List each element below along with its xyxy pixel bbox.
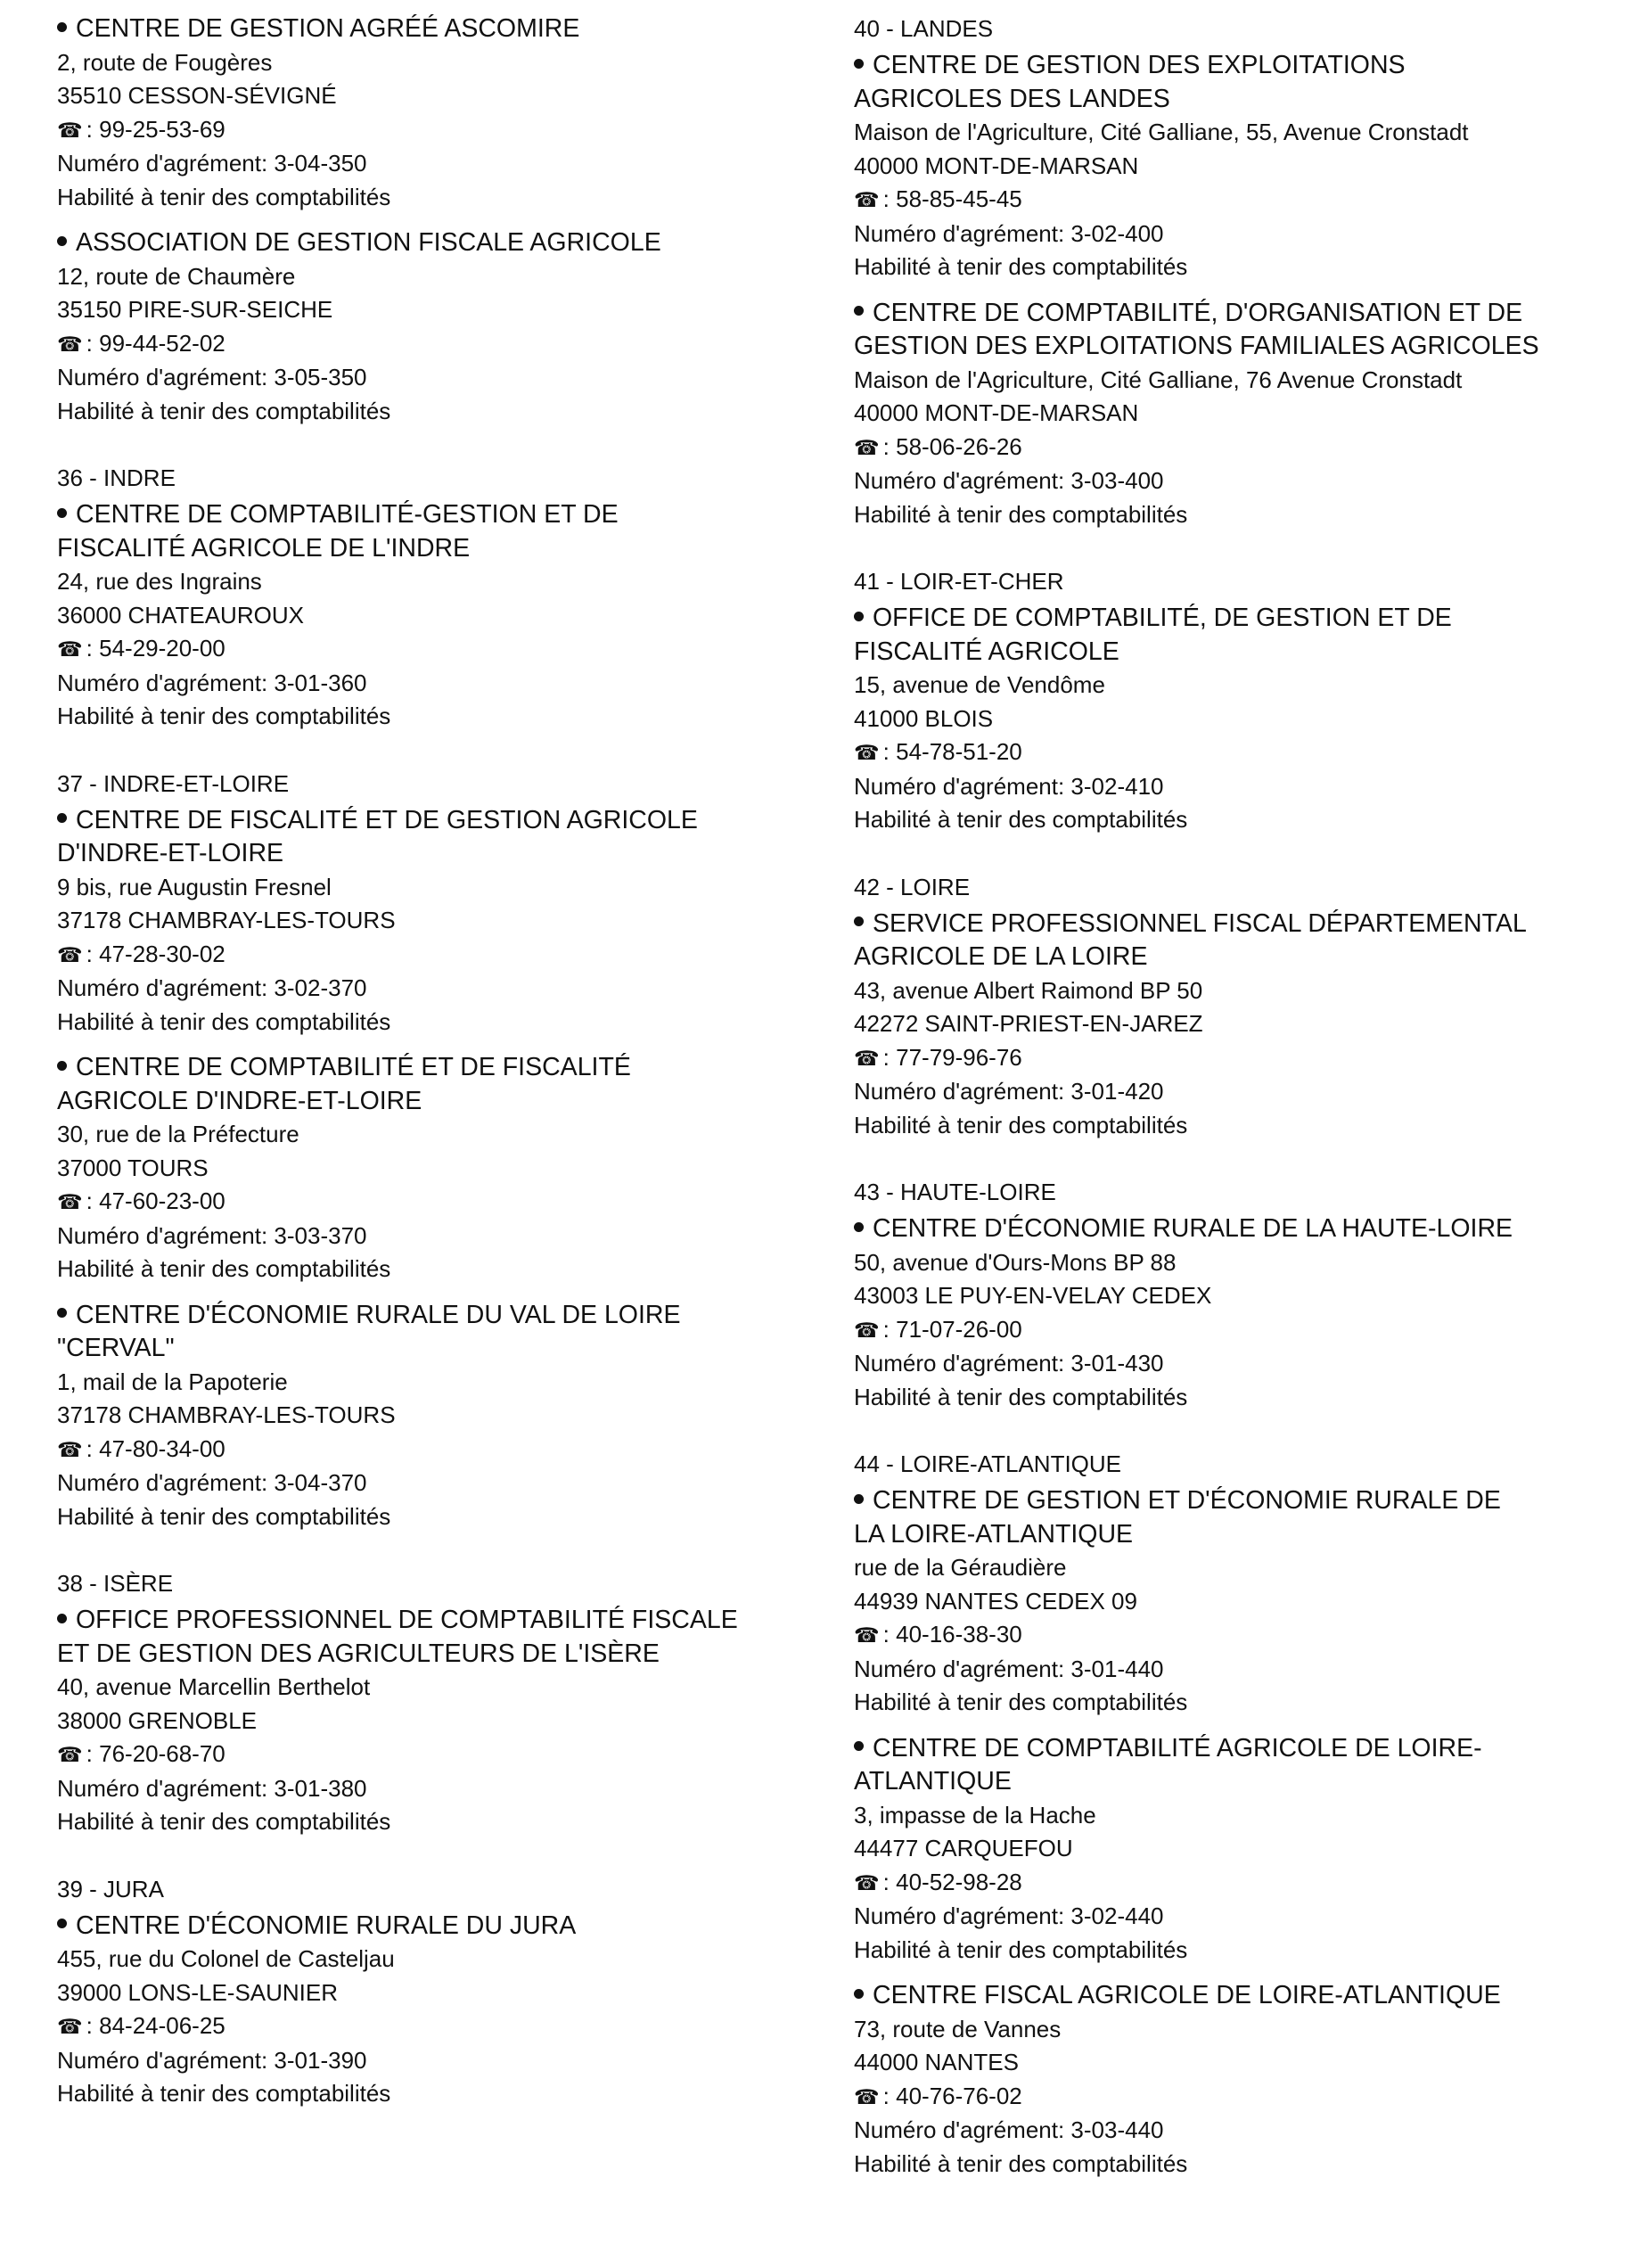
phone-line bbox=[57, 2009, 841, 2044]
phone-number: 40-76-76-02 bbox=[896, 2082, 1022, 2109]
org-name-line bbox=[57, 1051, 841, 1085]
habilitation-note: Habilité à tenir des comptabilités bbox=[854, 1689, 1188, 1715]
habilitation-note: Habilité à tenir des comptabilités bbox=[854, 2149, 1188, 2177]
section bbox=[57, 12, 841, 428]
address-line: 40000 MONT-DE-MARSAN bbox=[854, 399, 1139, 426]
phone-number: 40-52-98-28 bbox=[896, 1868, 1022, 1895]
phone-line bbox=[854, 2080, 1638, 2115]
org-name-text: CENTRE DE COMPTABILITÉ ET DE FISCALITÉ bbox=[76, 1053, 631, 1081]
bullet-icon bbox=[57, 236, 67, 246]
address-line: 39000 LONS-LE-SAUNIER bbox=[57, 1978, 339, 2006]
section-title: 37 - INDRE-ET-LOIRE bbox=[57, 769, 290, 797]
center-entry bbox=[57, 226, 841, 428]
habilitation-note: Habilité à tenir des comptabilités bbox=[57, 1502, 391, 1530]
phone-line bbox=[854, 1041, 1638, 1076]
habilitation-note: Habilité à tenir des comptabilités bbox=[854, 500, 1188, 528]
phone-number: 47-60-23-00 bbox=[99, 1187, 226, 1214]
phone-separator: : bbox=[882, 185, 897, 212]
bullet-icon bbox=[57, 508, 67, 518]
section-title: 43 - HAUTE-LOIRE bbox=[854, 1179, 1056, 1205]
address-line: 2, route de Fougères bbox=[57, 48, 273, 76]
agrement-number: Numéro d'agrément: 3-04-370 bbox=[57, 1469, 367, 1496]
org-name-text: LA LOIRE-ATLANTIQUE bbox=[854, 1519, 1134, 1549]
org-name-text: CENTRE DE GESTION DES EXPLOITATIONS bbox=[873, 51, 1406, 79]
center-entry bbox=[57, 1299, 841, 1534]
section bbox=[854, 1176, 1638, 1414]
phone-separator: : bbox=[882, 738, 897, 765]
address-line: 44939 NANTES CEDEX 09 bbox=[854, 1587, 1137, 1615]
bullet-icon bbox=[57, 813, 67, 823]
org-name-line bbox=[854, 297, 1638, 331]
agrement-number: Numéro d'agrément: 3-01-380 bbox=[57, 1774, 367, 1802]
telephone-icon: ☎ bbox=[57, 118, 83, 142]
phone-number: 47-28-30-02 bbox=[99, 940, 226, 967]
agrement-number: Numéro d'agrément: 3-02-410 bbox=[854, 772, 1164, 800]
agrement-number: Numéro d'agrément: 3-02-370 bbox=[57, 974, 367, 1001]
section-title: 41 - LOIR-ET-CHER bbox=[854, 568, 1064, 595]
agrement-number: Numéro d'agrément: 3-01-360 bbox=[57, 669, 367, 696]
telephone-icon: ☎ bbox=[57, 637, 83, 661]
agrement-number: Numéro d'agrément: 3-02-400 bbox=[854, 219, 1164, 247]
phone-separator: : bbox=[86, 329, 100, 357]
center-entry bbox=[854, 908, 1638, 1143]
telephone-icon: ☎ bbox=[57, 1437, 83, 1461]
bullet-icon bbox=[854, 306, 864, 316]
address-line: 40000 MONT-DE-MARSAN bbox=[854, 152, 1139, 179]
org-name-line bbox=[57, 1910, 841, 1943]
phone-line bbox=[57, 113, 841, 148]
phone-line bbox=[854, 1313, 1638, 1348]
address-line: Maison de l'Agriculture, Cité Galliane, 76 Avenue Cronstadt bbox=[854, 366, 1463, 393]
org-name-text: FISCALITÉ AGRICOLE bbox=[854, 637, 1119, 666]
address-line: 37000 TOURS bbox=[57, 1154, 209, 1181]
address-line: 73, route de Vannes bbox=[854, 2015, 1062, 2042]
org-name-line bbox=[854, 330, 1638, 364]
org-name-text: CENTRE D'ÉCONOMIE RURALE DU VAL DE LOIRE bbox=[76, 1300, 681, 1329]
org-name-line bbox=[57, 12, 841, 46]
org-name-line bbox=[854, 941, 1638, 974]
phone-line bbox=[854, 183, 1638, 218]
center-entry bbox=[57, 1604, 841, 1839]
telephone-icon: ☎ bbox=[57, 332, 83, 356]
habilitation-note: Habilité à tenir des comptabilités bbox=[57, 1808, 391, 1835]
org-name-line bbox=[854, 1212, 1638, 1246]
phone-separator: : bbox=[882, 1043, 897, 1071]
habilitation-note: Habilité à tenir des comptabilités bbox=[57, 1255, 391, 1282]
org-name-line bbox=[57, 1085, 841, 1119]
agrement-number: Numéro d'agrément: 3-03-400 bbox=[854, 467, 1164, 494]
section bbox=[854, 565, 1638, 837]
org-name-text: CENTRE DE COMPTABILITÉ AGRICOLE DE LOIRE- bbox=[873, 1733, 1482, 1763]
phone-separator: : bbox=[86, 1740, 100, 1767]
habilitation-note: Habilité à tenir des comptabilités bbox=[854, 1935, 1188, 1963]
phone-separator: : bbox=[86, 2012, 100, 2039]
address-line: 15, avenue de Vendôme bbox=[854, 671, 1105, 698]
center-entry bbox=[57, 804, 841, 1040]
org-name-text: CENTRE DE GESTION AGRÉÉ ASCOMIRE bbox=[76, 14, 580, 43]
habilitation-note: Habilité à tenir des comptabilités bbox=[854, 253, 1188, 280]
center-entry bbox=[854, 602, 1638, 837]
center-entry bbox=[854, 297, 1638, 532]
telephone-icon: ☎ bbox=[57, 1743, 83, 1766]
phone-line bbox=[57, 632, 841, 667]
org-name-line bbox=[854, 602, 1638, 636]
phone-line bbox=[854, 735, 1638, 770]
phone-number: 77-79-96-76 bbox=[896, 1043, 1022, 1071]
address-line: 24, rue des Ingrains bbox=[57, 568, 262, 595]
phone-number: 99-25-53-69 bbox=[99, 115, 226, 143]
phone-number: 76-20-68-70 bbox=[99, 1740, 226, 1767]
phone-separator: : bbox=[86, 635, 100, 662]
address-line: 42272 SAINT-PRIEST-EN-JAREZ bbox=[854, 1010, 1203, 1037]
telephone-icon: ☎ bbox=[854, 2084, 880, 2108]
section-title: 38 - ISÈRE bbox=[57, 1570, 174, 1597]
telephone-icon: ☎ bbox=[854, 1318, 880, 1342]
address-line: 12, route de Chaumère bbox=[57, 262, 296, 290]
address-line: 41000 BLOIS bbox=[854, 704, 994, 732]
org-name-text: GESTION DES EXPLOITATIONS FAMILIALES AGRICOLES bbox=[854, 332, 1539, 360]
org-name-line bbox=[854, 49, 1638, 83]
org-name-line bbox=[57, 1332, 841, 1366]
telephone-icon: ☎ bbox=[854, 188, 880, 211]
org-name-line bbox=[57, 837, 841, 871]
address-line: 9 bis, rue Augustin Fresnel bbox=[57, 873, 332, 900]
bullet-icon bbox=[854, 1222, 864, 1232]
org-name-text: CENTRE D'ÉCONOMIE RURALE DE LA HAUTE-LOIRE bbox=[873, 1214, 1513, 1243]
agrement-number: Numéro d'agrément: 3-03-440 bbox=[854, 2116, 1164, 2143]
section bbox=[57, 1567, 841, 1839]
habilitation-note: Habilité à tenir des comptabilités bbox=[854, 1383, 1188, 1410]
agrement-number: Numéro d'agrément: 3-05-350 bbox=[57, 364, 367, 390]
section-title: 39 - JURA bbox=[57, 1875, 164, 1902]
habilitation-note: Habilité à tenir des comptabilités bbox=[854, 1111, 1188, 1138]
agrement-number: Numéro d'agrément: 3-04-350 bbox=[57, 150, 367, 177]
phone-separator: : bbox=[86, 115, 100, 143]
org-name-line bbox=[854, 1484, 1638, 1518]
phone-separator: : bbox=[882, 1868, 897, 1895]
phone-line bbox=[57, 1185, 841, 1220]
bullet-icon bbox=[854, 1494, 864, 1504]
telephone-icon: ☎ bbox=[854, 435, 880, 459]
org-name-line bbox=[854, 636, 1638, 670]
section-title: 36 - INDRE bbox=[57, 464, 176, 491]
section bbox=[854, 871, 1638, 1143]
org-name-line bbox=[57, 1604, 841, 1638]
phone-line bbox=[57, 938, 841, 973]
habilitation-note: Habilité à tenir des comptabilités bbox=[57, 2080, 391, 2107]
address-line: 36000 CHATEAUROUX bbox=[57, 601, 304, 629]
org-name-line bbox=[57, 498, 841, 532]
bullet-icon bbox=[57, 1919, 67, 1928]
bullet-icon bbox=[854, 1989, 864, 1999]
center-entry bbox=[854, 1212, 1638, 1414]
center-entry bbox=[854, 1484, 1638, 1720]
left-column bbox=[57, 12, 841, 2111]
phone-separator: : bbox=[86, 940, 100, 967]
address-line: Maison de l'Agriculture, Cité Galliane, 55, Avenue Cronstadt bbox=[854, 119, 1469, 145]
org-name-line bbox=[854, 908, 1638, 941]
agrement-number: Numéro d'agrément: 3-01-420 bbox=[854, 1078, 1164, 1105]
phone-line bbox=[57, 1433, 841, 1467]
section bbox=[57, 768, 841, 1534]
section-title: 44 - LOIRE-ATLANTIQUE bbox=[854, 1450, 1122, 1477]
address-line: 43, avenue Albert Raimond BP 50 bbox=[854, 976, 1203, 1004]
org-name-text: D'INDRE-ET-LOIRE bbox=[57, 839, 284, 867]
address-line: 455, rue du Colonel de Casteljau bbox=[57, 1945, 395, 1972]
phone-number: 54-29-20-00 bbox=[99, 635, 226, 662]
telephone-icon: ☎ bbox=[854, 741, 880, 764]
habilitation-note: Habilité à tenir des comptabilités bbox=[57, 703, 391, 729]
phone-separator: : bbox=[882, 432, 897, 460]
habilitation-note: Habilité à tenir des comptabilités bbox=[57, 397, 391, 424]
bullet-icon bbox=[57, 1308, 67, 1318]
org-name-line bbox=[57, 1299, 841, 1333]
address-line: 44000 NANTES bbox=[854, 2049, 1019, 2075]
phone-line bbox=[854, 1866, 1638, 1901]
center-entry bbox=[854, 49, 1638, 284]
org-name-text: CENTRE FISCAL AGRICOLE DE LOIRE-ATLANTIQUE bbox=[873, 1981, 1501, 2009]
address-line: 44477 CARQUEFOU bbox=[854, 1835, 1073, 1861]
habilitation-note: Habilité à tenir des comptabilités bbox=[854, 806, 1188, 833]
center-entry bbox=[854, 1979, 1638, 2181]
phone-number: 71-07-26-00 bbox=[896, 1315, 1022, 1343]
phone-separator: : bbox=[86, 1187, 100, 1214]
center-entry bbox=[57, 1910, 841, 2111]
right-column bbox=[854, 12, 1638, 2181]
phone-separator: : bbox=[882, 2082, 897, 2109]
phone-number: 58-06-26-26 bbox=[896, 432, 1022, 460]
org-name-text: OFFICE DE COMPTABILITÉ, DE GESTION ET DE bbox=[873, 604, 1452, 632]
telephone-icon: ☎ bbox=[854, 1046, 880, 1070]
address-line: 40, avenue Marcellin Berthelot bbox=[57, 1673, 371, 1700]
phone-line bbox=[57, 327, 841, 362]
phone-number: 54-78-51-20 bbox=[896, 738, 1022, 765]
org-name-line bbox=[854, 83, 1638, 117]
agrement-number: Numéro d'agrément: 3-01-440 bbox=[854, 1655, 1164, 1682]
telephone-icon: ☎ bbox=[854, 1870, 880, 1894]
org-name-text: ASSOCIATION DE GESTION FISCALE AGRICOLE bbox=[76, 228, 661, 257]
center-entry bbox=[57, 1051, 841, 1286]
agrement-number: Numéro d'agrément: 3-03-370 bbox=[57, 1221, 367, 1249]
bullet-icon bbox=[57, 1614, 67, 1623]
section-title: 40 - LANDES bbox=[854, 15, 994, 42]
section bbox=[854, 12, 1638, 531]
center-entry bbox=[854, 1732, 1638, 1968]
phone-number: 40-16-38-30 bbox=[896, 1621, 1022, 1648]
org-name-text: ATLANTIQUE bbox=[854, 1767, 1012, 1796]
habilitation-note: Habilité à tenir des comptabilités bbox=[57, 1007, 391, 1035]
telephone-icon: ☎ bbox=[57, 942, 83, 966]
org-name-text: CENTRE DE COMPTABILITÉ, D'ORGANISATION ET DE bbox=[873, 298, 1523, 327]
org-name-line bbox=[854, 1979, 1638, 2013]
section bbox=[854, 1448, 1638, 2181]
phone-number: 58-85-45-45 bbox=[896, 185, 1022, 212]
org-name-text: AGRICOLE DE LA LOIRE bbox=[854, 942, 1148, 971]
phone-separator: : bbox=[882, 1621, 897, 1648]
org-name-line bbox=[854, 1765, 1638, 1799]
telephone-icon: ☎ bbox=[57, 2015, 83, 2038]
bullet-icon bbox=[854, 59, 864, 69]
bullet-icon bbox=[57, 22, 67, 32]
phone-line bbox=[854, 1618, 1638, 1653]
org-name-line bbox=[854, 1518, 1638, 1552]
bullet-icon bbox=[854, 1741, 864, 1751]
center-entry bbox=[57, 12, 841, 214]
org-name-text: SERVICE PROFESSIONNEL FISCAL DÉPARTEMENTAL bbox=[873, 908, 1527, 938]
address-line: 1, mail de la Papoterie bbox=[57, 1368, 288, 1395]
bullet-icon bbox=[854, 916, 864, 926]
section bbox=[57, 462, 841, 734]
habilitation-note: Habilité à tenir des comptabilités bbox=[57, 183, 391, 210]
phone-number: 47-80-34-00 bbox=[99, 1434, 226, 1462]
org-name-text: "CERVAL" bbox=[57, 1334, 175, 1362]
org-name-text: AGRICOLE D'INDRE-ET-LOIRE bbox=[57, 1086, 422, 1115]
agrement-number: Numéro d'agrément: 3-02-440 bbox=[854, 1902, 1164, 1929]
phone-separator: : bbox=[882, 1315, 897, 1343]
address-line: 35150 PIRE-SUR-SEICHE bbox=[57, 296, 333, 323]
org-name-text: CENTRE DE GESTION ET D'ÉCONOMIE RURALE DE bbox=[873, 1486, 1501, 1515]
address-line: 30, rue de la Préfecture bbox=[57, 1121, 299, 1147]
address-line: 50, avenue d'Ours-Mons BP 88 bbox=[854, 1248, 1177, 1276]
org-name-text: OFFICE PROFESSIONNEL DE COMPTABILITÉ FISCALE bbox=[76, 1606, 738, 1634]
address-line: 37178 CHAMBRAY-LES-TOURS bbox=[57, 907, 396, 933]
org-name-text: CENTRE DE COMPTABILITÉ-GESTION ET DE bbox=[76, 500, 619, 529]
section bbox=[57, 1873, 841, 2111]
org-name-text: CENTRE DE FISCALITÉ ET DE GESTION AGRICOLE bbox=[76, 805, 698, 834]
org-name-line bbox=[57, 1638, 841, 1672]
phone-separator: : bbox=[86, 1434, 100, 1462]
bullet-icon bbox=[57, 1061, 67, 1071]
org-name-text: AGRICOLES DES LANDES bbox=[854, 84, 1170, 113]
phone-number: 84-24-06-25 bbox=[99, 2012, 226, 2039]
telephone-icon: ☎ bbox=[854, 1623, 880, 1647]
agrement-number: Numéro d'agrément: 3-01-390 bbox=[57, 2046, 367, 2074]
bullet-icon bbox=[854, 612, 864, 621]
agrement-number: Numéro d'agrément: 3-01-430 bbox=[854, 1350, 1164, 1376]
org-name-text: ET DE GESTION DES AGRICULTEURS DE L'ISÈRE bbox=[57, 1639, 660, 1668]
address-line: 43003 LE PUY-EN-VELAY CEDEX bbox=[854, 1282, 1212, 1309]
address-line: 3, impasse de la Hache bbox=[854, 1801, 1096, 1828]
address-line: rue de la Géraudière bbox=[854, 1554, 1067, 1581]
address-line: 37178 CHAMBRAY-LES-TOURS bbox=[57, 1401, 396, 1428]
org-name-line bbox=[57, 532, 841, 566]
telephone-icon: ☎ bbox=[57, 1190, 83, 1213]
org-name-line bbox=[57, 226, 841, 260]
section-title: 42 - LOIRE bbox=[854, 873, 971, 900]
phone-line bbox=[854, 431, 1638, 465]
org-name-line bbox=[57, 804, 841, 838]
phone-line bbox=[57, 1738, 841, 1772]
phone-number: 99-44-52-02 bbox=[99, 329, 226, 357]
org-name-line bbox=[854, 1732, 1638, 1766]
org-name-text: CENTRE D'ÉCONOMIE RURALE DU JURA bbox=[76, 1911, 577, 1940]
center-entry bbox=[57, 498, 841, 734]
address-line: 35510 CESSON-SÉVIGNÉ bbox=[57, 82, 337, 109]
address-line: 38000 GRENOBLE bbox=[57, 1706, 258, 1734]
org-name-text: FISCALITÉ AGRICOLE DE L'INDRE bbox=[57, 533, 471, 563]
